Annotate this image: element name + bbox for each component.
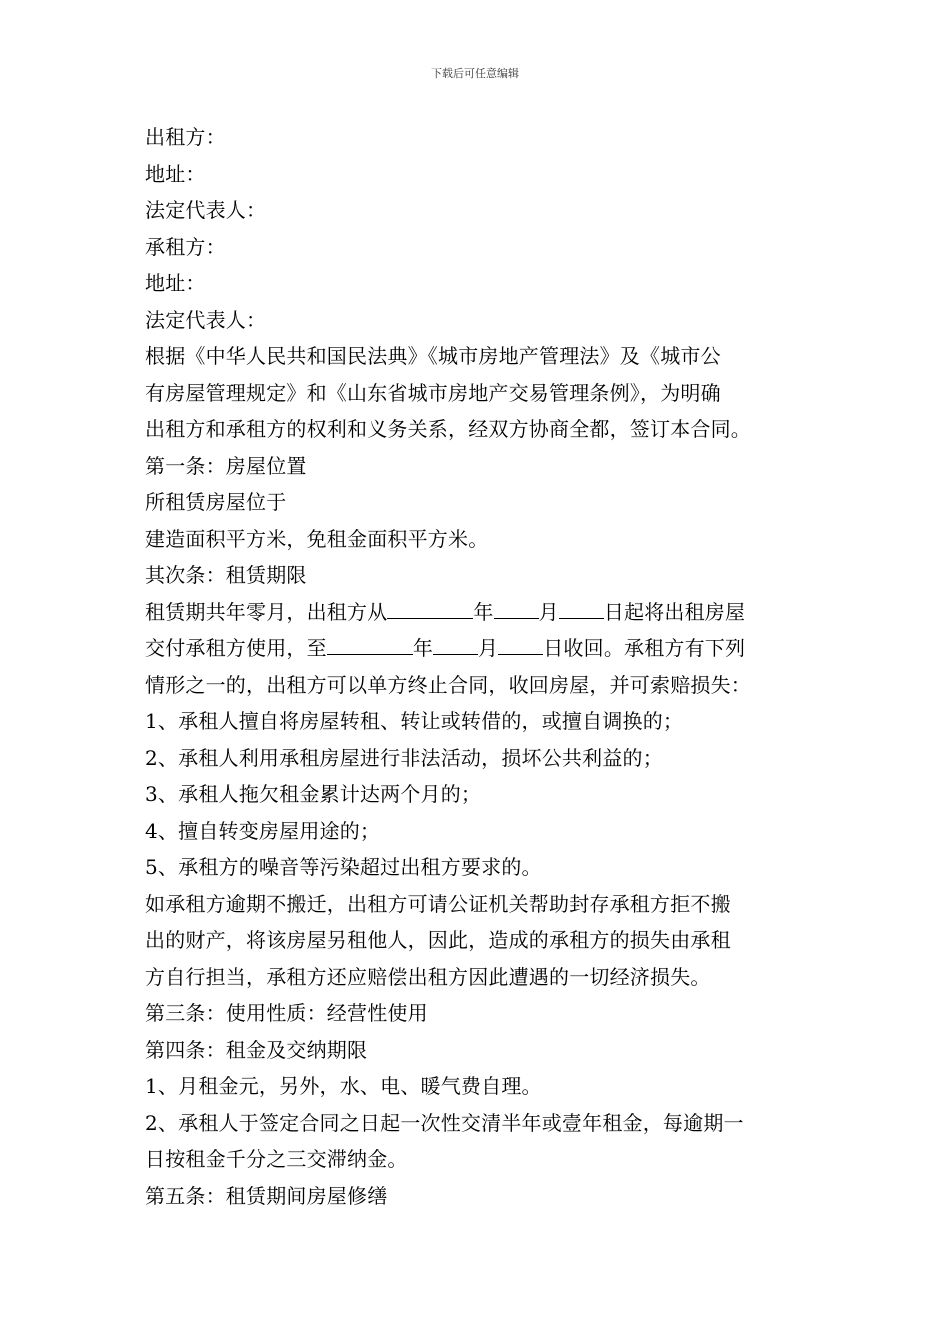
start-month-blank[interactable] <box>494 600 539 619</box>
article-1-heading: 第一条：房屋位置 <box>145 453 307 478</box>
overdue-move-line-3: 方自行担当，承租方还应赔偿出租方因此遭遇的一切经济损失。 <box>145 964 711 989</box>
article-3-heading: 第三条：使用性质：经营性使用 <box>145 1001 428 1025</box>
document-body <box>145 119 815 1214</box>
termination-intro-line: 情形之一的，出租方可以单方终止合同，收回房屋，并可索赔损失： <box>145 672 751 697</box>
article-2-heading: 其次条：租赁期限 <box>145 563 307 587</box>
overdue-move-line-2: 出的财产，将该房屋另租他人，因此，造成的承租方的损失由承租 <box>145 928 731 952</box>
lease-term-line-2 <box>145 630 815 667</box>
end-year-unit: 年 <box>412 636 434 660</box>
lessor-line: 出租方： <box>145 125 226 149</box>
lease-term-end-suffix: 日收回。承租方有下列 <box>543 636 746 660</box>
lessor-representative-line: 法定代表人： <box>145 198 267 222</box>
preamble-line-3: 出租方和承租方的权利和义务关系，经双方协商全都，签订本合同。 <box>145 417 751 441</box>
preamble-line-2: 有房屋管理规定》和《山东省城市房地产交易管理条例》，为明确 <box>145 380 721 405</box>
preamble-line-1: 根据《中华人民共和国民法典》《城市房地产管理法》及《城市公 <box>145 344 721 368</box>
end-day-blank[interactable] <box>498 636 543 655</box>
end-month-blank[interactable] <box>433 636 478 655</box>
overdue-move-line-1: 如承租方逾期不搬迁，出租方可请公证机关帮助封存承租方拒不搬 <box>145 891 731 916</box>
termination-clause-2: 2、承租人利用承租房屋进行非法活动，损坏公共利益的； <box>145 745 663 770</box>
rent-clause-2-line-2: 日按租金千分之三交滞纳金。 <box>145 1147 408 1171</box>
rent-clause-2-line-1: 2、承租人于签定合同之日起一次性交清半年或壹年租金，每逾期一 <box>145 1110 744 1135</box>
start-month-unit: 月 <box>538 599 559 624</box>
lease-term-start-prefix: 租赁期共年零月，出租方从 <box>145 599 388 624</box>
article-4-heading: 第四条：租金及交纳期限 <box>145 1037 368 1062</box>
lease-term-end-prefix: 交付承租方使用，至 <box>145 636 327 660</box>
start-day-blank[interactable] <box>559 600 604 619</box>
rent-clause-1: 1、月租金元，另外，水、电、暖气费自理。 <box>145 1074 542 1098</box>
lessee-address-line: 地址： <box>145 271 206 295</box>
lessee-representative-line: 法定代表人： <box>145 307 267 332</box>
lessor-address-line: 地址： <box>145 161 206 186</box>
property-location-line: 所租赁房屋位于 <box>145 490 287 514</box>
termination-clause-5: 5、承租方的噪音等污染超过出租方要求的。 <box>145 855 542 879</box>
lease-term-line-1 <box>145 594 815 631</box>
end-year-blank[interactable] <box>327 636 413 655</box>
page-header: 下载后可任意编辑 <box>431 67 519 80</box>
property-area-line: 建造面积平方米，免租金面积平方米。 <box>145 526 489 551</box>
start-year-unit: 年 <box>473 599 494 624</box>
lease-term-start-suffix: 日起将出租房屋 <box>603 599 746 624</box>
termination-clause-4: 4、擅自转变房屋用途的； <box>145 818 381 843</box>
start-year-blank[interactable] <box>387 600 473 619</box>
termination-clause-3: 3、承租人拖欠租金累计达两个月的； <box>145 782 482 806</box>
article-5-heading: 第五条：租赁期间房屋修缮 <box>145 1183 388 1208</box>
termination-clause-1: 1、承租人擅自将房屋转租、转让或转借的，或擅自调换的； <box>145 709 684 733</box>
end-month-unit: 月 <box>478 636 499 660</box>
lessee-line: 承租方： <box>145 234 226 259</box>
